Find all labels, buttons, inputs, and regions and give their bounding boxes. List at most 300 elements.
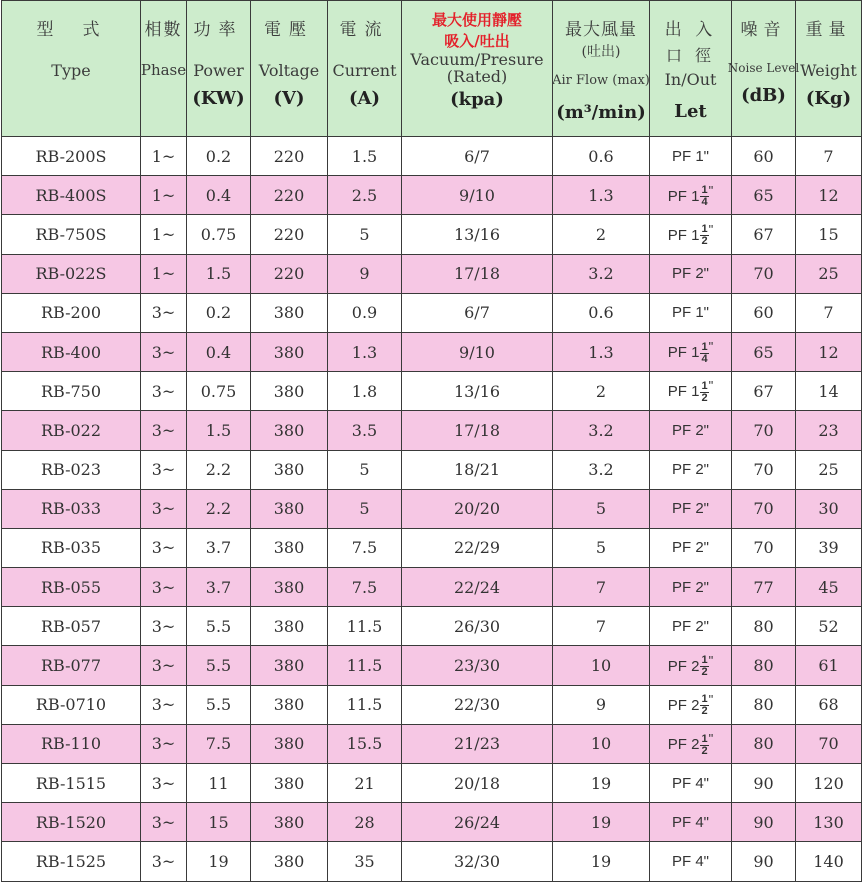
cell-airflow: 19 — [553, 842, 650, 881]
cell-phase: 3~ — [141, 489, 187, 528]
cell-type: RB-022S — [2, 254, 141, 293]
cell-current: 28 — [328, 803, 402, 842]
cell-power: 11 — [187, 764, 251, 803]
cell-weight: 14 — [796, 372, 862, 411]
cell-pressure: 13/16 — [402, 215, 553, 254]
cell-pressure: 20/20 — [402, 489, 553, 528]
fraction-numerator: 1 — [701, 184, 708, 197]
cell-power: 5.5 — [187, 685, 251, 724]
cell-noise: 70 — [732, 528, 796, 567]
inch-mark: " — [708, 221, 714, 237]
table-row — [2, 685, 862, 724]
cell-current: 15.5 — [328, 724, 402, 763]
cell-airflow: 3.2 — [553, 411, 650, 450]
cell-power: 1.5 — [187, 411, 251, 450]
cell-voltage: 380 — [251, 803, 328, 842]
cell-pressure: 18/21 — [402, 450, 553, 489]
cell-voltage: 380 — [251, 489, 328, 528]
header-voltage-unit: (V) — [273, 88, 305, 109]
cell-power: 0.75 — [187, 215, 251, 254]
cell-noise: 90 — [732, 842, 796, 881]
cell-pressure: 23/30 — [402, 646, 553, 685]
cell-power: 3.7 — [187, 528, 251, 567]
cell-phase: 1~ — [141, 137, 187, 176]
table-row — [2, 568, 862, 607]
header-port-zh: 出 入 — [664, 20, 717, 40]
cell-port — [650, 607, 732, 646]
fraction-numerator: 1 — [701, 693, 708, 706]
cell-voltage: 380 — [251, 411, 328, 450]
header-airflow — [553, 1, 650, 137]
cell-port — [650, 685, 732, 724]
header-airflow-en: Air Flow (max) — [552, 73, 650, 88]
cell-port — [650, 803, 732, 842]
header-weight — [796, 1, 862, 137]
cell-power: 15 — [187, 803, 251, 842]
cell-type: RB-035 — [2, 528, 141, 567]
port-size-text: PF 2" — [671, 421, 709, 439]
inch-mark: " — [708, 339, 714, 355]
header-power-zh: 功率 — [193, 20, 244, 40]
cell-noise: 90 — [732, 764, 796, 803]
cell-pressure: 6/7 — [402, 293, 553, 332]
cell-phase: 3~ — [141, 724, 187, 763]
cell-voltage: 380 — [251, 764, 328, 803]
cell-weight: 30 — [796, 489, 862, 528]
cell-type: RB-400S — [2, 176, 141, 215]
cell-phase: 3~ — [141, 450, 187, 489]
cell-pressure: 32/30 — [402, 842, 553, 881]
header-airflow-unit: (m³/min) — [556, 102, 646, 123]
fraction-denominator: 2 — [701, 666, 708, 679]
header-power-unit: (KW) — [192, 88, 245, 109]
cell-noise: 70 — [732, 254, 796, 293]
port-size-text: PF 4" — [671, 774, 709, 792]
table-row — [2, 646, 862, 685]
cell-airflow: 1.3 — [553, 332, 650, 371]
cell-airflow: 5 — [553, 489, 650, 528]
header-current — [328, 1, 402, 137]
cell-weight: 39 — [796, 528, 862, 567]
cell-noise: 80 — [732, 724, 796, 763]
cell-airflow: 1.3 — [553, 176, 650, 215]
table-row — [2, 528, 862, 567]
cell-port — [650, 489, 732, 528]
port-fraction — [700, 224, 708, 247]
table-row — [2, 489, 862, 528]
cell-pressure: 13/16 — [402, 372, 553, 411]
cell-current: 1.8 — [328, 372, 402, 411]
cell-pressure: 20/18 — [402, 764, 553, 803]
cell-type: RB-400 — [2, 332, 141, 371]
cell-noise: 80 — [732, 607, 796, 646]
cell-power: 0.4 — [187, 176, 251, 215]
cell-weight: 23 — [796, 411, 862, 450]
header-port — [650, 1, 732, 137]
cell-power: 0.2 — [187, 293, 251, 332]
port-size-text: PF 1" — [671, 147, 709, 165]
table-row — [2, 215, 862, 254]
table-row — [2, 842, 862, 881]
port-size-text: PF 2 — [667, 736, 700, 754]
cell-voltage: 380 — [251, 372, 328, 411]
cell-current: 5 — [328, 215, 402, 254]
header-current-zh: 電流 — [339, 20, 390, 40]
port-size-text: PF 2" — [671, 617, 709, 635]
cell-noise: 77 — [732, 568, 796, 607]
cell-airflow: 2 — [553, 372, 650, 411]
header-type-en: Type — [51, 61, 91, 80]
table-row — [2, 450, 862, 489]
cell-phase: 3~ — [141, 372, 187, 411]
header-type-zh: 型 式 — [36, 20, 106, 40]
cell-port — [650, 568, 732, 607]
header-pressure-en2: (Rated) — [446, 67, 508, 86]
header-current-en: Current — [332, 61, 397, 80]
port-size-text: PF 4" — [671, 813, 709, 831]
port-size-text: PF 1 — [667, 187, 700, 205]
header-airflow-zh2: (吐出) — [581, 44, 621, 60]
cell-pressure: 6/7 — [402, 137, 553, 176]
cell-current: 0.9 — [328, 293, 402, 332]
cell-power: 0.2 — [187, 137, 251, 176]
cell-phase: 1~ — [141, 215, 187, 254]
cell-weight: 140 — [796, 842, 862, 881]
cell-power: 3.7 — [187, 568, 251, 607]
header-airflow-zh: 最大風量 — [565, 20, 637, 40]
header-port-unit: Let — [674, 101, 707, 122]
header-type — [2, 1, 141, 137]
cell-weight: 70 — [796, 724, 862, 763]
cell-current: 11.5 — [328, 607, 402, 646]
cell-noise: 65 — [732, 176, 796, 215]
cell-pressure: 21/23 — [402, 724, 553, 763]
cell-airflow: 10 — [553, 724, 650, 763]
inch-mark: " — [708, 691, 714, 707]
cell-noise: 60 — [732, 293, 796, 332]
cell-current: 11.5 — [328, 685, 402, 724]
header-power — [187, 1, 251, 137]
cell-airflow: 2 — [553, 215, 650, 254]
table-row — [2, 176, 862, 215]
spec-table — [1, 0, 862, 882]
table-header — [2, 1, 862, 137]
fraction-numerator: 1 — [701, 732, 708, 745]
cell-noise: 67 — [732, 372, 796, 411]
header-noise-en: Noise Level — [727, 61, 800, 75]
cell-airflow: 5 — [553, 528, 650, 567]
cell-port — [650, 724, 732, 763]
cell-pressure: 22/24 — [402, 568, 553, 607]
cell-airflow: 7 — [553, 607, 650, 646]
cell-weight: 7 — [796, 137, 862, 176]
cell-noise: 60 — [732, 137, 796, 176]
cell-voltage: 380 — [251, 568, 328, 607]
header-pressure-en: Vacuum/Presure — [410, 50, 544, 69]
cell-current: 7.5 — [328, 568, 402, 607]
cell-weight: 68 — [796, 685, 862, 724]
port-fraction — [700, 655, 708, 678]
cell-current: 7.5 — [328, 528, 402, 567]
cell-port — [650, 764, 732, 803]
header-weight-zh: 重量 — [805, 20, 852, 40]
port-size-text: PF 1 — [667, 226, 700, 244]
cell-noise: 90 — [732, 803, 796, 842]
cell-weight: 61 — [796, 646, 862, 685]
cell-weight: 45 — [796, 568, 862, 607]
cell-current: 5 — [328, 450, 402, 489]
cell-type: RB-077 — [2, 646, 141, 685]
cell-airflow: 0.6 — [553, 293, 650, 332]
cell-type: RB-750S — [2, 215, 141, 254]
table-row — [2, 607, 862, 646]
fraction-denominator: 4 — [701, 352, 708, 365]
fraction-denominator: 4 — [701, 196, 708, 209]
port-size-text: PF 4" — [671, 852, 709, 870]
cell-type: RB-0710 — [2, 685, 141, 724]
cell-current: 21 — [328, 764, 402, 803]
port-fraction — [700, 342, 708, 365]
cell-airflow: 3.2 — [553, 450, 650, 489]
cell-type: RB-110 — [2, 724, 141, 763]
header-pressure-unit: (kpa) — [450, 89, 504, 110]
cell-pressure: 17/18 — [402, 254, 553, 293]
cell-type: RB-750 — [2, 372, 141, 411]
fraction-numerator: 1 — [701, 654, 708, 667]
table-body — [2, 137, 862, 882]
port-size-text: PF 2" — [671, 539, 709, 557]
header-noise-unit: (dB) — [741, 85, 786, 106]
header-noise — [727, 1, 800, 137]
cell-power: 1.5 — [187, 254, 251, 293]
inch-mark: " — [708, 378, 714, 394]
cell-airflow: 19 — [553, 764, 650, 803]
cell-current: 3.5 — [328, 411, 402, 450]
cell-current: 5 — [328, 489, 402, 528]
cell-phase: 3~ — [141, 646, 187, 685]
cell-phase: 3~ — [141, 685, 187, 724]
header-phase — [141, 1, 187, 137]
cell-weight: 12 — [796, 176, 862, 215]
cell-pressure: 17/18 — [402, 411, 553, 450]
port-size-text: PF 2 — [667, 657, 700, 675]
cell-weight: 120 — [796, 764, 862, 803]
fraction-denominator: 2 — [701, 705, 708, 718]
cell-type: RB-057 — [2, 607, 141, 646]
inch-mark: " — [708, 182, 714, 198]
fraction-numerator: 1 — [701, 379, 708, 392]
cell-airflow: 10 — [553, 646, 650, 685]
port-size-text: PF 1 — [667, 383, 700, 401]
cell-port — [650, 528, 732, 567]
cell-noise: 70 — [732, 411, 796, 450]
cell-port — [650, 254, 732, 293]
port-size-text: PF 2" — [671, 578, 709, 596]
inch-mark: " — [708, 652, 714, 668]
header-voltage-en: Voltage — [258, 61, 320, 80]
cell-phase: 3~ — [141, 607, 187, 646]
cell-voltage: 220 — [251, 137, 328, 176]
cell-phase: 3~ — [141, 528, 187, 567]
header-weight-en: Weight — [800, 61, 857, 80]
table-row — [2, 411, 862, 450]
cell-noise: 70 — [732, 450, 796, 489]
table-row — [2, 293, 862, 332]
cell-port — [650, 411, 732, 450]
cell-power: 19 — [187, 842, 251, 881]
cell-phase: 1~ — [141, 254, 187, 293]
cell-voltage: 380 — [251, 450, 328, 489]
header-port-en: In/Out — [664, 70, 717, 89]
port-size-text: PF 2" — [671, 265, 709, 283]
table-row — [2, 332, 862, 371]
cell-voltage: 220 — [251, 215, 328, 254]
cell-port — [650, 372, 732, 411]
table-row — [2, 137, 862, 176]
header-voltage — [251, 1, 328, 137]
cell-voltage: 220 — [251, 254, 328, 293]
cell-airflow: 7 — [553, 568, 650, 607]
cell-noise: 80 — [732, 685, 796, 724]
cell-phase: 3~ — [141, 293, 187, 332]
cell-power: 0.4 — [187, 332, 251, 371]
port-size-text: PF 2 — [667, 696, 700, 714]
header-noise-zh: 噪音 — [740, 20, 787, 40]
cell-noise: 80 — [732, 646, 796, 685]
cell-current: 9 — [328, 254, 402, 293]
cell-phase: 3~ — [141, 332, 187, 371]
cell-type: RB-1525 — [2, 842, 141, 881]
cell-voltage: 380 — [251, 842, 328, 881]
cell-weight: 52 — [796, 607, 862, 646]
cell-weight: 25 — [796, 254, 862, 293]
cell-weight: 130 — [796, 803, 862, 842]
fraction-denominator: 2 — [701, 391, 708, 404]
cell-current: 2.5 — [328, 176, 402, 215]
cell-power: 7.5 — [187, 724, 251, 763]
header-pressure-zh2: 吸入/吐出 — [444, 32, 510, 50]
cell-phase: 1~ — [141, 176, 187, 215]
port-fraction — [700, 381, 708, 404]
cell-port — [650, 450, 732, 489]
cell-type: RB-1515 — [2, 764, 141, 803]
cell-port — [650, 332, 732, 371]
port-size-text: PF 2" — [671, 500, 709, 518]
port-size-text: PF 2" — [671, 461, 709, 479]
cell-power: 2.2 — [187, 450, 251, 489]
cell-airflow: 9 — [553, 685, 650, 724]
cell-airflow: 0.6 — [553, 137, 650, 176]
cell-voltage: 380 — [251, 528, 328, 567]
cell-voltage: 380 — [251, 332, 328, 371]
port-fraction — [700, 185, 708, 208]
header-port-zh2: 口 徑 — [665, 46, 716, 65]
cell-airflow: 19 — [553, 803, 650, 842]
cell-phase: 3~ — [141, 764, 187, 803]
cell-pressure: 26/30 — [402, 607, 553, 646]
cell-weight: 25 — [796, 450, 862, 489]
cell-voltage: 380 — [251, 685, 328, 724]
cell-voltage: 380 — [251, 724, 328, 763]
header-power-en: Power — [193, 61, 244, 80]
header-voltage-zh: 電壓 — [264, 20, 314, 40]
header-pressure-zh: 最大使用靜壓 — [431, 11, 522, 29]
port-size-text: PF 1" — [671, 304, 709, 322]
table-row — [2, 803, 862, 842]
cell-noise: 65 — [732, 332, 796, 371]
cell-power: 2.2 — [187, 489, 251, 528]
cell-pressure: 26/24 — [402, 803, 553, 842]
cell-voltage: 380 — [251, 646, 328, 685]
fraction-numerator: 1 — [701, 223, 708, 236]
cell-power: 5.5 — [187, 646, 251, 685]
cell-type: RB-200S — [2, 137, 141, 176]
cell-weight: 12 — [796, 332, 862, 371]
cell-current: 1.5 — [328, 137, 402, 176]
table-row — [2, 724, 862, 763]
header-current-unit: (A) — [349, 88, 380, 109]
cell-type: RB-200 — [2, 293, 141, 332]
cell-voltage: 380 — [251, 607, 328, 646]
cell-weight: 7 — [796, 293, 862, 332]
cell-current: 1.3 — [328, 332, 402, 371]
cell-phase: 3~ — [141, 411, 187, 450]
port-fraction — [700, 734, 708, 757]
cell-voltage: 380 — [251, 293, 328, 332]
cell-port — [650, 842, 732, 881]
cell-type: RB-023 — [2, 450, 141, 489]
cell-airflow: 3.2 — [553, 254, 650, 293]
cell-phase: 3~ — [141, 803, 187, 842]
cell-noise: 70 — [732, 489, 796, 528]
port-fraction — [700, 694, 708, 717]
cell-pressure: 9/10 — [402, 176, 553, 215]
inch-mark: " — [708, 731, 714, 747]
cell-type: RB-1520 — [2, 803, 141, 842]
cell-type: RB-055 — [2, 568, 141, 607]
cell-pressure: 9/10 — [402, 332, 553, 371]
header-phase-en: Phase — [140, 61, 187, 79]
cell-voltage: 220 — [251, 176, 328, 215]
cell-current: 35 — [328, 842, 402, 881]
cell-pressure: 22/29 — [402, 528, 553, 567]
cell-type: RB-033 — [2, 489, 141, 528]
cell-port — [650, 137, 732, 176]
header-pressure — [402, 1, 553, 137]
header-phase-zh: 相數 — [144, 20, 183, 40]
cell-pressure: 22/30 — [402, 685, 553, 724]
table-row — [2, 254, 862, 293]
cell-port — [650, 176, 732, 215]
port-size-text: PF 1 — [667, 344, 700, 362]
cell-port — [650, 646, 732, 685]
cell-weight: 15 — [796, 215, 862, 254]
cell-power: 5.5 — [187, 607, 251, 646]
fraction-denominator: 2 — [701, 744, 708, 757]
fraction-numerator: 1 — [701, 340, 708, 353]
cell-power: 0.75 — [187, 372, 251, 411]
table-row — [2, 764, 862, 803]
cell-port — [650, 293, 732, 332]
cell-current: 11.5 — [328, 646, 402, 685]
table-row — [2, 372, 862, 411]
cell-phase: 3~ — [141, 568, 187, 607]
cell-phase: 3~ — [141, 842, 187, 881]
cell-port — [650, 215, 732, 254]
header-weight-unit: (Kg) — [805, 88, 852, 109]
cell-noise: 67 — [732, 215, 796, 254]
fraction-denominator: 2 — [701, 235, 708, 248]
